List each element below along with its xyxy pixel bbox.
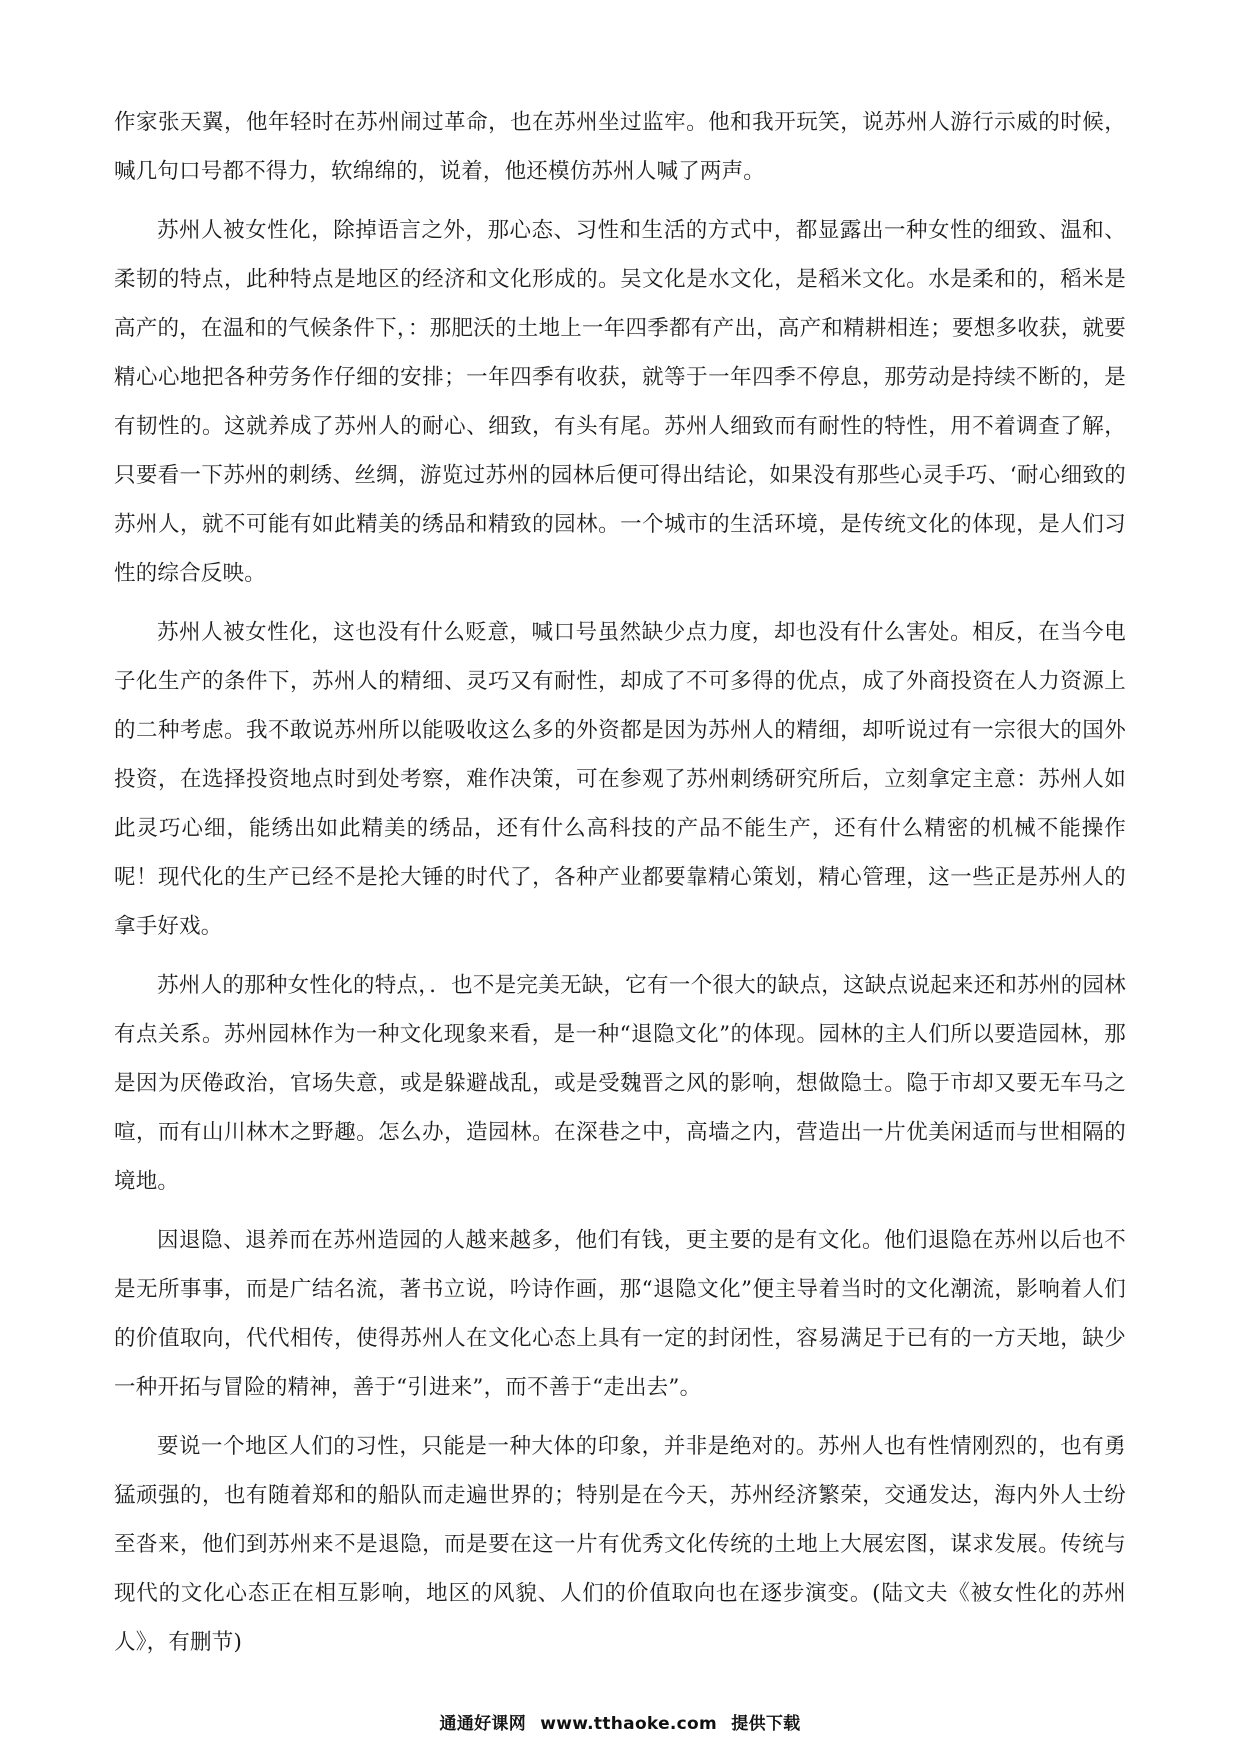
paragraph-2: 苏州人被女性化，除掉语言之外，那心态、习性和生活的方式中，都显露出一种女性的细致、温和、柔韧的特点，此种特点是地区的经济和文化形成的。吴文化是水文化，是稻米文化。水是柔和的，稻米是高产的，在温和的气候条件下，：那肥沃的土地上一年四季都有产出，高产和精耕相连；要想多收获，就要精心心地把各种劳务作仔细的安排；一年四季有收获，就等于一年四季不停息，那劳动是持续不断的，是有韧性的。这就养成了苏州人的耐心、细致，有头有尾。苏州人细致而有耐性的特性，用不着调查了解，只要看一下苏州的刺绣、丝绸，游览过苏州的园林后便可得出结论，如果没有那些心灵手巧、‘耐心细致的苏州人，就不可能有如此精美的绣品和精致的园林。一个城市的生活环境，是传统文化的体现，是人们习性的综合反映。 (114, 218, 1126, 586)
paragraph-6: 要说一个地区人们的习性，只能是一种大体的印象，并非是绝对的。苏州人也有性情刚烈的，也有勇猛顽强的，也有随着郑和的船队而走遍世界的；特别是在今天，苏州经济繁荣，交通发达，海内外人士纷至沓来，他们到苏州来不是退隐，而是要在这一片有优秀文化传统的土地上大展宏图，谋求发展。传统与现代的文化心态正在相互影响，地区的风貌、人们的价值取向也在逐步演变。(陆文夫《被女性化的苏州人》，有删节) (114, 1434, 1126, 1655)
page-footer (0, 1709, 1240, 1734)
article-body (114, 98, 1126, 1677)
footer-site-name: 通通好课网 (439, 1714, 527, 1734)
footer-url: www.tthaoke.com (540, 1714, 718, 1734)
paragraph-1: 作家张天翼，他年轻时在苏州闹过革命，也在苏州坐过监牢。他和我开玩笑，说苏州人游行示威的时候，喊几句口号都不得力，软绵绵的，说着，他还模仿苏州人喊了两声。 (114, 110, 1126, 184)
paragraph-5: 因退隐、退养而在苏州造园的人越来越多，他们有钱，更主要的是有文化。他们退隐在苏州以后也不是无所事事，而是广结名流，著书立说，吟诗作画，那“退隐文化”便主导着当时的文化潮流，影响着人们的价值取向，代代相传，使得苏州人在文化心态上具有一定的封闭性，容易满足于已有的一方天地，缺少一种开拓与冒险的精神，善于“引进来”，而不善于“走出去”。 (114, 1228, 1126, 1400)
paragraph-4: 苏州人的那种女性化的特点，．也不是完美无缺，它有一个很大的缺点，这缺点说起来还和苏州的园林有点关系。苏州园林作为一种文化现象来看，是一种“退隐文化”的体现。园林的主人们所以要造园林，那是因为厌倦政治，官场失意，或是躲避战乱，或是受魏晋之风的影响，想做隐士。隐于市却又要无车马之喧，而有山川林木之野趣。怎么办，造园林。在深巷之中，高墙之内，营造出一片优美闲适而与世相隔的境地。 (114, 973, 1126, 1194)
footer-suffix: 提供下载 (731, 1714, 801, 1734)
paragraph-3: 苏州人被女性化，这也没有什么贬意，喊口号虽然缺少点力度，却也没有什么害处。相反，在当今电子化生产的条件下，苏州人的精细、灵巧又有耐性，却成了不可多得的优点，成了外商投资在人力资源上的二种考虑。我不敢说苏州所以能吸收这么多的外资都是因为苏州人的精细，却听说过有一宗很大的国外投资，在选择投资地点时到处考察，难作决策，可在参观了苏州刺绣研究所后，立刻拿定主意：苏州人如此灵巧心细，能绣出如此精美的绣品，还有什么高科技的产品不能生产，还有什么精密的机械不能操作呢！现代化的生产已经不是抡大锤的时代了，各种产业都要靠精心策划，精心管理，这一些正是苏州人的拿手好戏。 (114, 620, 1126, 939)
